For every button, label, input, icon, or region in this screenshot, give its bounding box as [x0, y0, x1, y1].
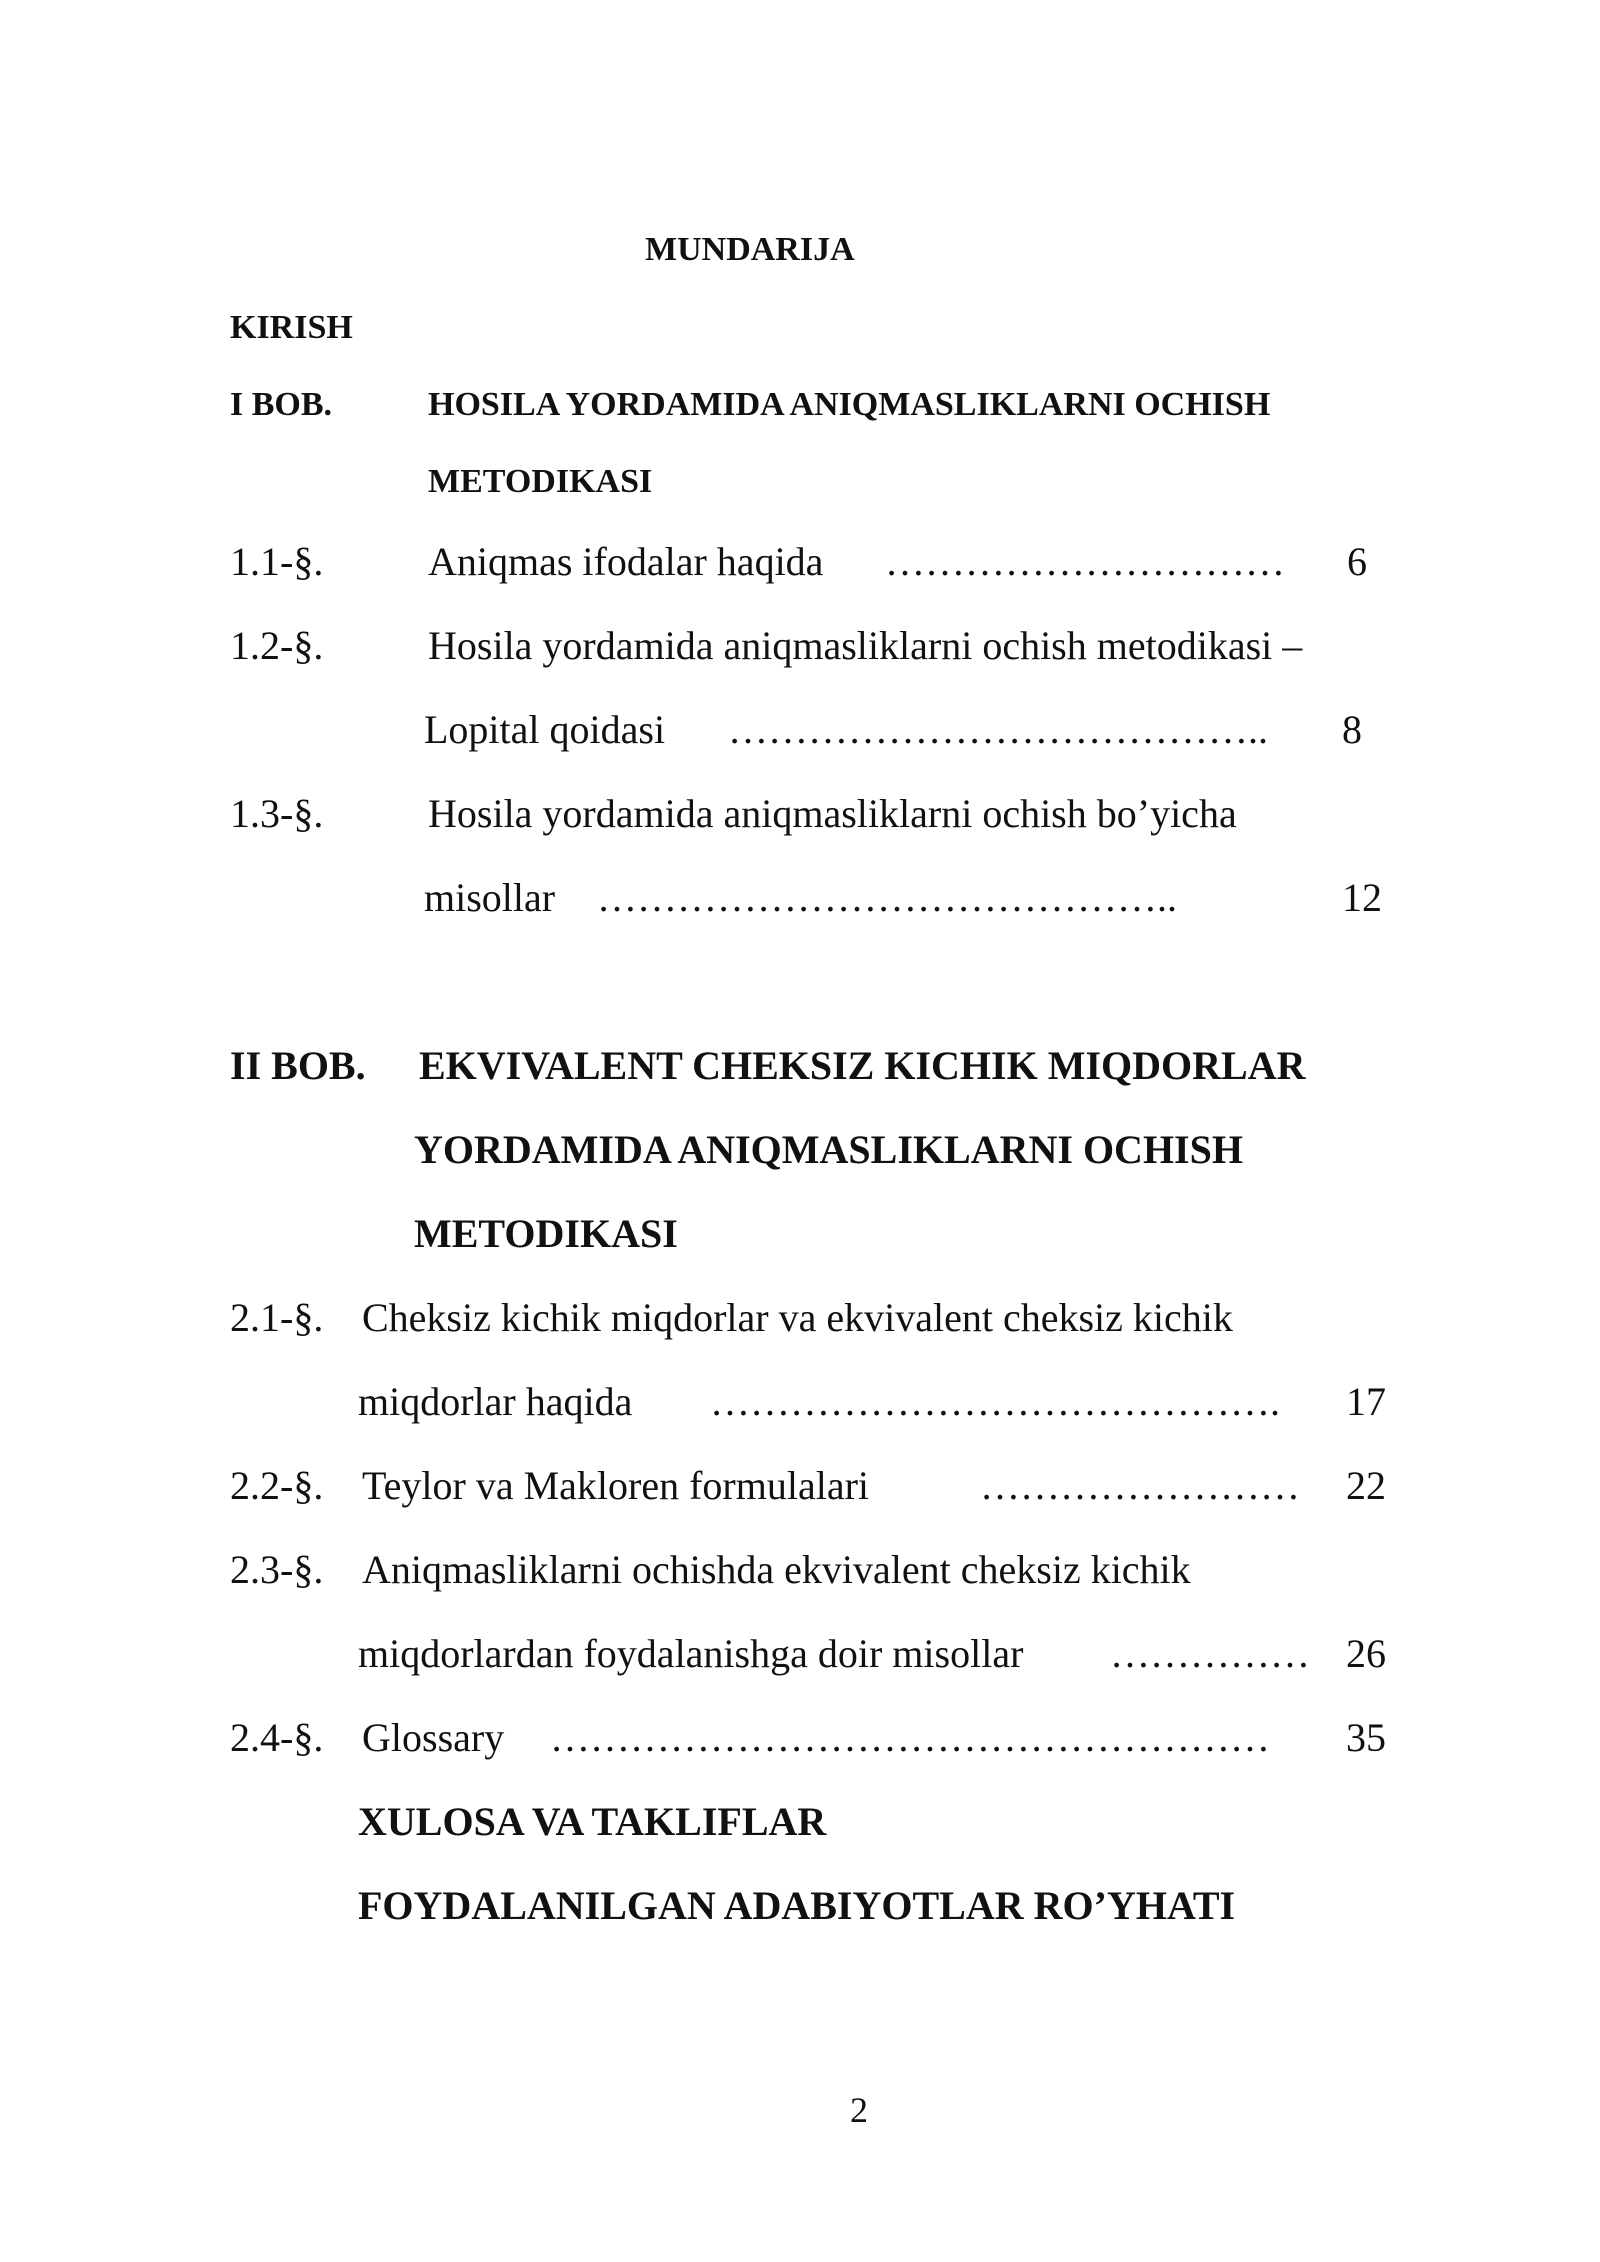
section-1-3-page: 12 — [1342, 875, 1382, 920]
section-1-1-title: Aniqmas ifodalar haqida — [428, 539, 824, 584]
section-2-1-dots: ……………………………………. — [710, 1379, 1280, 1424]
section-1-1-dots: ………………………… — [885, 539, 1285, 584]
toc-conclusion: XULOSA VA TAKLIFLAR — [358, 1799, 827, 1844]
section-2-4-page: 35 — [1346, 1715, 1386, 1760]
section-1-2-title-line1: Hosila yordamida aniqmasliklarni ochish metodikasi – — [428, 623, 1303, 668]
section-1-3-title-line1: Hosila yordamida aniqmasliklarni ochish bo’yicha — [428, 791, 1237, 836]
section-2-3-dots: …………… — [1110, 1631, 1310, 1676]
chapter1-title-line2: METODIKASI — [428, 463, 653, 500]
section-2-2-dots: …………………… — [980, 1463, 1300, 1508]
toc-title: MUNDARIJA — [645, 231, 855, 268]
chapter2-label: II BOB. — [230, 1043, 366, 1088]
toc-references: FOYDALANILGAN ADABIYOTLAR RO’YHATI — [358, 1883, 1236, 1928]
section-1-2-number: 1.2-§. — [230, 623, 324, 668]
section-2-1-number: 2.1-§. — [230, 1295, 324, 1340]
chapter1-label: I BOB. — [230, 386, 333, 423]
section-1-2-dots: ………………………………….. — [728, 707, 1268, 752]
section-2-2-number: 2.2-§. — [230, 1463, 324, 1508]
section-2-4-number: 2.4-§. — [230, 1715, 324, 1760]
section-2-3-title-line2: miqdorlardan foydalanishga doir misollar — [358, 1631, 1024, 1676]
section-2-2-page: 22 — [1346, 1463, 1386, 1508]
chapter2-title-line3: METODIKASI — [414, 1211, 678, 1256]
section-2-1-title-line1: Cheksiz kichik miqdorlar va ekvivalent cheksiz kichik — [362, 1295, 1233, 1340]
section-1-2-page: 8 — [1342, 707, 1362, 752]
section-1-3-dots: …………………………………….. — [597, 875, 1177, 920]
section-1-3-title-line2: misollar — [424, 875, 556, 920]
section-2-4-title: Glossary — [362, 1715, 505, 1760]
section-1-2-title-line2: Lopital qoidasi — [424, 707, 666, 752]
toc-kirish: KIRISH — [230, 309, 353, 346]
section-2-4-dots: ……………………………………………… — [550, 1715, 1270, 1760]
section-2-1-page: 17 — [1346, 1379, 1386, 1424]
section-2-3-number: 2.3-§. — [230, 1547, 324, 1592]
section-2-3-page: 26 — [1346, 1631, 1386, 1676]
chapter1-title-line1: HOSILA YORDAMIDA ANIQMASLIKLARNI OCHISH — [428, 386, 1271, 423]
section-2-2-title: Teylor va Makloren formulalari — [362, 1463, 870, 1508]
page-number: 2 — [850, 2090, 868, 2130]
section-2-3-title-line1: Aniqmasliklarni ochishda ekvivalent cheksiz kichik — [362, 1547, 1191, 1592]
section-1-3-number: 1.3-§. — [230, 791, 324, 836]
chapter2-title-line1: EKVIVALENT CHEKSIZ KICHIK MIQDORLAR — [419, 1043, 1306, 1088]
section-1-1-number: 1.1-§. — [230, 539, 324, 584]
section-1-1-page: 6 — [1347, 539, 1367, 584]
section-2-1-title-line2: miqdorlar haqida — [358, 1379, 633, 1424]
chapter2-title-line2: YORDAMIDA ANIQMASLIKLARNI OCHISH — [414, 1127, 1243, 1172]
